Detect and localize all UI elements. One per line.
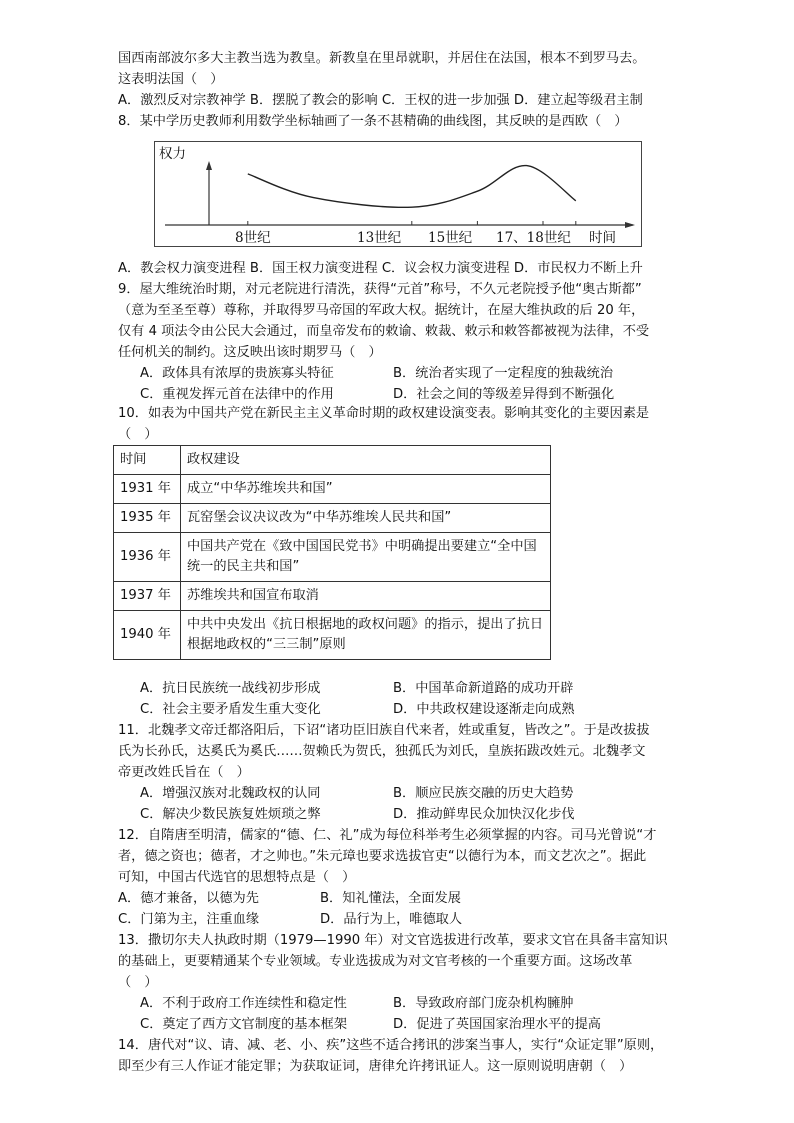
q7-line2: 这表明法国（ ） <box>118 72 224 87</box>
q7-line1: 国西南部波尔多大主教当选为教皇。新教皇在里昂就职，并居住在法国，根本不到罗马去。 <box>118 51 646 66</box>
q12-option-d: D．品行为上，唯德取人 <box>320 912 463 927</box>
q13-option-a: A．不利于政府工作连续性和稳定性 <box>140 996 347 1011</box>
power-curve-chart <box>154 141 642 247</box>
row-year: 1936 年 <box>114 533 181 582</box>
tick-label-15: 15世纪 <box>428 230 473 246</box>
q12-line1: 12．自隋唐至明清，儒家的“德、仁、礼”成为每位科举考生必须掌握的内容。司马光曾说“才 <box>118 828 657 843</box>
q8-stem: 8．某中学历史教师利用数学坐标轴画了一条不甚精确的曲线图，其反映的是西欧（ ） <box>118 114 628 129</box>
q9-option-a: A．政体具有浓厚的贵族寡头特征 <box>140 366 334 381</box>
q11-line2: 氏为长孙氏，达奚氏为奚氏……贺赖氏为贺氏，独孤氏为刘氏，皇族拓跋改姓元。北魏孝文 <box>118 744 646 759</box>
row-year: 1931 年 <box>114 475 181 504</box>
q9-line1: 9．屋大维统治时期，对元老院进行清洗，获得“元首”称号，不久元老院授予他“奥古斯都” <box>118 282 642 297</box>
q14-line2: 即至少有三人作证才能定罪；为获取证词，唐律允许拷讯证人。这一原则说明唐朝（ ） <box>118 1059 633 1074</box>
q12-option-b: B．知礼懂法，全面发展 <box>320 891 461 906</box>
tick-label-13: 13世纪 <box>357 230 402 246</box>
tick-label-17-18: 17、18世纪 <box>496 230 571 246</box>
table-header-row <box>114 446 551 475</box>
q10-option-a: A．抗日民族统一战线初步形成 <box>140 681 321 696</box>
q13-option-d: D．促进了英国国家治理水平的提高 <box>393 1017 601 1032</box>
q9-option-c: C．重视发挥元首在法律中的作用 <box>140 387 334 402</box>
q13-option-c: C．奠定了西方文官制度的基本框架 <box>140 1017 348 1032</box>
q9-option-b: B．统治者实现了一定程度的独裁统治 <box>393 366 614 381</box>
q11-option-c: C．解决少数民族复姓烦琐之弊 <box>140 807 321 822</box>
q10-line1: 10．如表为中国共产党在新民主主义革命时期的政权建设演变表。影响其变化的主要因素是 <box>118 406 650 421</box>
q11-line1: 11．北魏孝文帝迁都洛阳后，下诏“诸功臣旧族自代来者，姓或重复，皆改之”。于是改拔拔 <box>118 723 650 738</box>
row-text: 中国共产党在《致中国国民党书》中明确提出要建立“全中国统一的民主共和国” <box>181 533 551 582</box>
y-axis-label: 权力 <box>159 146 186 162</box>
q11-option-d: D．推动鲜卑民众加快汉化步伐 <box>393 807 575 822</box>
q10-option-d: D．中共政权建设逐渐走向成熟 <box>393 702 575 717</box>
row-text: 苏维埃共和国宣布取消 <box>181 582 551 611</box>
row-year: 1935 年 <box>114 504 181 533</box>
q11-option-b: B．顺应民族交融的历史大趋势 <box>393 786 574 801</box>
table-row <box>114 582 551 611</box>
y-axis-arrow <box>206 161 212 170</box>
q13-option-b: B．导致政府部门庞杂机构臃肿 <box>393 996 574 1011</box>
q13-line1: 13．撒切尔夫人执政时期（1979—1990 年）对文官选拔进行改革，要求文官在具备丰富知识 <box>118 933 668 948</box>
q11-line3: 帝更改姓氏旨在（ ） <box>118 765 250 780</box>
q11-option-a: A．增强汉族对北魏政权的认同 <box>140 786 321 801</box>
q9-option-d: D．社会之间的等级差异得到不断强化 <box>393 387 615 402</box>
q14-line1: 14．唐代对“议、请、减、老、小、疾”这些不适合拷讯的涉案当事人，实行“众证定罪”原则， <box>118 1038 664 1053</box>
row-text: 成立“中华苏维埃共和国” <box>181 475 551 504</box>
regime-table <box>113 445 551 660</box>
q10-option-c: C．社会主要矛盾发生重大变化 <box>140 702 321 717</box>
header-regime: 政权建设 <box>181 446 551 475</box>
q10-option-b: B．中国革命新道路的成功开辟 <box>393 681 574 696</box>
table-row <box>114 533 551 582</box>
tick-label-8: 8世纪 <box>235 230 271 246</box>
q13-line3: （ ） <box>118 975 158 990</box>
q8-options: A．教会权力演变进程 B．国王权力演变进程 C．议会权力演变进程 D．市民权力不断上升 <box>118 261 643 276</box>
q7-options: A．激烈反对宗教神学 B．摆脱了教会的影响 C．王权的进一步加强 D．建立起等级君主制 <box>118 93 643 108</box>
row-year: 1940 年 <box>114 611 181 660</box>
q12-line3: 可知，中国古代选官的思想特点是（ ） <box>118 870 356 885</box>
q12-option-c: C．门第为主，注重血缘 <box>118 912 260 927</box>
table-row <box>114 504 551 533</box>
q9-line2: （意为至圣至尊）尊称，并取得罗马帝国的军政大权。据统计，在屋大维执政的后 20 年， <box>118 303 645 318</box>
table-row <box>114 475 551 504</box>
q12-line2: 者，德之资也；德者，才之帅也。”朱元璋也要求选拔官吏“以德行为本，而文艺次之”。据此 <box>118 849 647 864</box>
row-text: 中共中央发出《抗日根据地的政权问题》的指示，提出了抗日根据地政权的“三三制”原则 <box>181 611 551 660</box>
q13-line2: 的基础上，更要精通某个专业领域。专业选拔成为对文官考核的一个重要方面。这场改革 <box>118 954 633 969</box>
table-row <box>114 611 551 660</box>
row-year: 1937 年 <box>114 582 181 611</box>
x-axis-label: 时间 <box>589 230 616 246</box>
header-time: 时间 <box>114 446 181 475</box>
row-text: 瓦窑堡会议决议改为“中华苏维埃人民共和国” <box>181 504 551 533</box>
power-curve <box>248 166 576 208</box>
q10-line2: （ ） <box>118 427 158 442</box>
q9-line3: 仅有 4 项法令由公民大会通过，而皇帝发布的敕谕、敕裁、敕示和敕答都被视为法律，不受 <box>118 324 650 339</box>
q12-option-a: A．德才兼备，以德为先 <box>118 891 259 906</box>
x-axis-arrow <box>625 222 635 228</box>
q9-line4: 任何机关的制约。这反映出该时期罗马（ ） <box>118 345 382 360</box>
